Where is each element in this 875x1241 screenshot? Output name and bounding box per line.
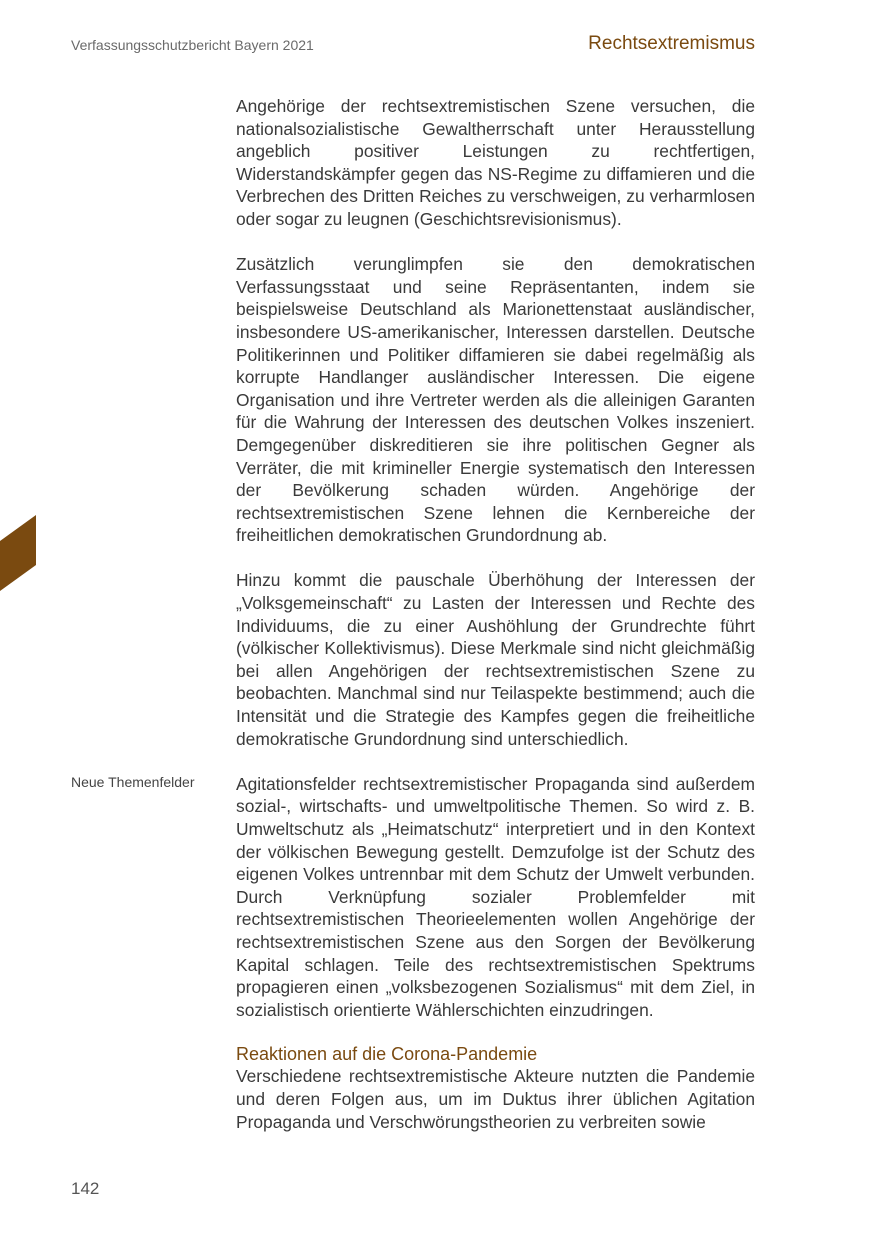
chapter-tab-shape	[0, 515, 36, 591]
paragraph-4: Agitationsfelder rechtsextremistischer Propaganda sind außerdem sozial-, wirtschafts- und umweltpolitische Themen. So wird z. B. Umweltschutz als „Heimatschutz“ interpretiert und in den Kontext der völkischen Bewegung gestellt. Demzufolge ist der Schutz des eigenen Volkes untrennbar mit dem Schutz der Umwelt verbunden. Durch Verknüpfung sozialer Problemfelder mit rechtsextremistischen Theorieelementen wollen Angehörige der rechtsextremistischen Szene aus den Sorgen der Bevölkerung Kapital schlagen. Teile des rechtsextremistischen Spektrums propagieren einen „volksbezogenen Sozialismus“ mit dem Ziel, in sozialistisch orientierte Wählerschichten einzudringen.	[236, 773, 755, 1020]
paragraph-1: Angehörige der rechtsextremistischen Szene versuchen, die nationalsozialistische Gewaltherrschaft unter Herausstellung angeblich positiver Leistungen zu rechtfertigen, Widerstandskämpfer gegen das NS-Regime zu diffamieren und die Verbrechen des Dritten Reiches zu verschweigen, zu verharmlosen oder sogar zu leugnen (Geschichtsrevisionismus).	[236, 96, 755, 229]
margin-note: Neue Themenfelder	[71, 774, 195, 790]
running-head-left: Verfassungsschutzbericht Bayern 2021	[71, 37, 314, 53]
paragraph-5: Verschiedene rechtsextremistische Akteure nutzten die Pandemie und deren Folgen aus, um im Duktus ihrer üblichen Agitation Propaganda und Verschwörungstheorien zu verbreiten sowie	[236, 1066, 755, 1132]
page-number: 142	[71, 1179, 100, 1198]
body-text-column	[236, 95, 755, 1133]
chapter-tab-marker	[0, 515, 36, 591]
paragraph-2: Zusätzlich verunglimpfen sie den demokratischen Verfassungsstaat und seine Repräsentanten, indem sie beispielsweise Deutschland als Marionettenstaat ausländischer, insbesondere US-amerikanischer, Interessen darstellen. Deutsche Politikerinnen und Politiker diffamieren sie dabei regelmäßig als korrupte Handlanger ausländischer Interessen. Die eigene Organisation und ihre Vertreter werden als die alleinigen Garanten für die Wahrung der Interessen des deutschen Volkes inszeniert. Demgegenüber diskreditieren sie ihre politischen Gegner als Verräter, die mit krimineller Energie systematisch den Interessen der Bevölkerung schaden würden. Angehörige der rechtsextremistischen Szene lehnen die Kernbereiche der freiheitlichen demokratischen Grundordnung ab.	[236, 254, 755, 546]
paragraph-3: Hinzu kommt die pauschale Überhöhung der Interessen der „Volksgemeinschaft“ zu Lasten der Interessen und Rechte des Individuums, die zu einer Aushöhlung der Grundrechte führt (völkischer Kollektivismus). Diese Merkmale sind nicht gleichmäßig bei allen Angehörigen der rechtsextremistischen Szene zu beobachten. Manchmal sind nur Teilaspekte bestimmend; auch die Intensität und die Strategie des Kampfes gegen die freiheitliche demokratische Grundordnung sind unterschiedlich.	[236, 570, 755, 749]
section-subheading: Reaktionen auf die Corona-Pandemie	[236, 1044, 538, 1065]
running-head-section-title: Rechtsextremismus	[588, 33, 755, 54]
